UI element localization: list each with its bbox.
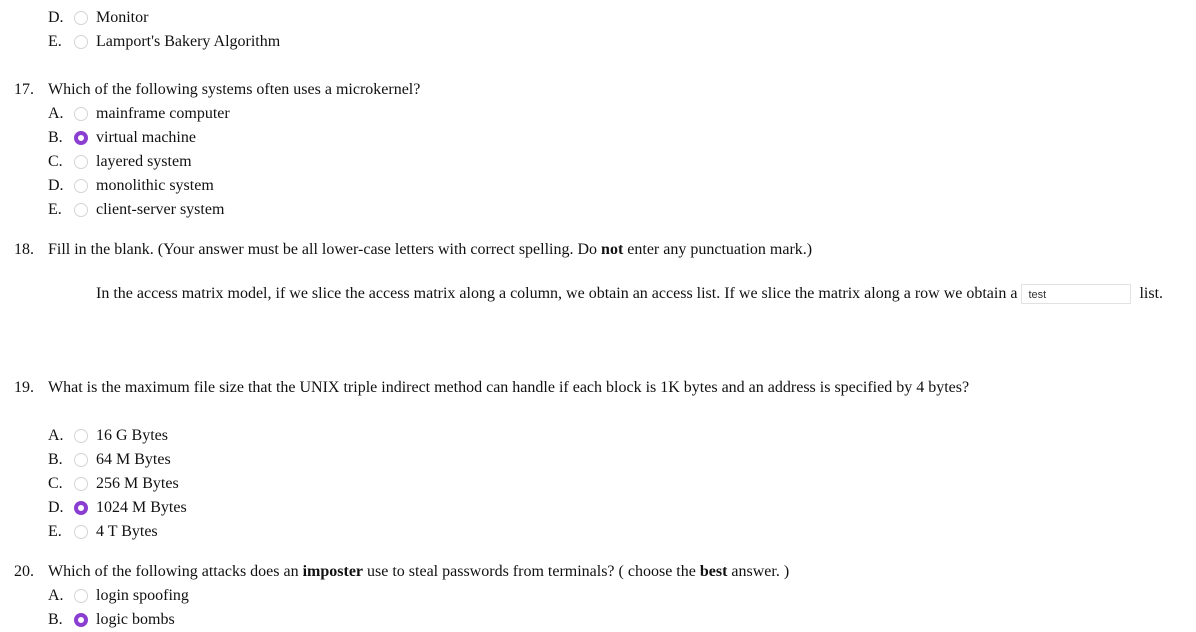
option-text: mainframe computer xyxy=(96,105,230,122)
answer-input[interactable]: test xyxy=(1021,284,1131,304)
option-text: 256 M Bytes xyxy=(96,475,179,492)
question-stem: What is the maximum file size that the UNIX triple indirect method can handle if each block is 1K bytes and an address is specified by 4 bytes? xyxy=(48,379,970,396)
option-letter: B. xyxy=(48,611,63,628)
stem-part: Fill in the blank. (Your answer must be all lower-case letters with correct spelling. Do xyxy=(48,241,602,258)
option-20-b[interactable] xyxy=(0,608,1196,632)
option-letter: B. xyxy=(48,129,63,146)
question-number: 17. xyxy=(14,81,34,98)
stem-part: Which of the following attacks does an xyxy=(48,563,303,580)
option-text: 64 M Bytes xyxy=(96,451,171,468)
option-text: login spoofing xyxy=(96,587,189,604)
sentence-part: list. xyxy=(1139,285,1164,302)
option-letter: E. xyxy=(48,33,62,50)
radio-button[interactable] xyxy=(74,179,88,193)
option-letter: E. xyxy=(48,201,62,218)
option-19-c[interactable] xyxy=(0,472,1196,496)
option-16-d[interactable] xyxy=(0,6,1196,30)
question-stem xyxy=(48,238,812,262)
radio-button[interactable] xyxy=(74,525,88,539)
option-19-a[interactable] xyxy=(0,424,1196,448)
stem-emphasis: not xyxy=(601,241,624,258)
option-letter: C. xyxy=(48,475,63,492)
option-letter: D. xyxy=(48,499,64,516)
option-letter: A. xyxy=(48,105,64,122)
option-17-e[interactable] xyxy=(0,198,1196,222)
option-letter: A. xyxy=(48,427,64,444)
option-letter: E. xyxy=(48,523,62,540)
option-text: Lamport's Bakery Algorithm xyxy=(96,33,281,50)
stem-part: use to steal passwords from terminals? ( choose the xyxy=(363,563,700,580)
option-text: client-server system xyxy=(96,201,225,218)
question-number: 18. xyxy=(14,241,34,258)
fill-in-sentence xyxy=(96,282,1186,306)
question-18 xyxy=(0,238,1196,302)
option-text: virtual machine xyxy=(96,129,196,146)
option-17-d[interactable] xyxy=(0,174,1196,198)
option-text: 16 G Bytes xyxy=(96,427,168,444)
option-letter: C. xyxy=(48,153,63,170)
stem-part: enter any punctuation mark.) xyxy=(623,241,813,258)
question-20 xyxy=(0,560,1196,632)
option-17-b[interactable] xyxy=(0,126,1196,150)
option-text: logic bombs xyxy=(96,611,175,628)
question-stem: Which of the following systems often uses a microkernel? xyxy=(48,81,421,98)
option-20-a[interactable] xyxy=(0,584,1196,608)
radio-button[interactable] xyxy=(74,453,88,467)
question-19 xyxy=(0,376,1196,544)
radio-button[interactable] xyxy=(74,203,88,217)
radio-button-selected[interactable] xyxy=(74,131,88,145)
question-number: 19. xyxy=(14,379,34,396)
radio-button[interactable] xyxy=(74,11,88,25)
radio-button[interactable] xyxy=(74,589,88,603)
option-text: 4 T Bytes xyxy=(96,523,158,540)
option-letter: D. xyxy=(48,9,64,26)
question-number: 20. xyxy=(14,563,34,580)
option-19-e[interactable] xyxy=(0,520,1196,544)
radio-button[interactable] xyxy=(74,107,88,121)
radio-button[interactable] xyxy=(74,35,88,49)
sentence-part: In the access matrix model, if we slice the access matrix along a column, we obtain an access list. If we slice the matrix along a row we obtain a xyxy=(96,285,1018,302)
question-17 xyxy=(0,78,1196,222)
radio-button-selected[interactable] xyxy=(74,613,88,627)
radio-button[interactable] xyxy=(74,429,88,443)
option-16-e[interactable] xyxy=(0,30,1196,54)
option-text: Monitor xyxy=(96,9,149,26)
option-text: 1024 M Bytes xyxy=(96,499,187,516)
radio-button[interactable] xyxy=(74,477,88,491)
option-17-a[interactable] xyxy=(0,102,1196,126)
option-19-d[interactable] xyxy=(0,496,1196,520)
radio-button[interactable] xyxy=(74,155,88,169)
radio-button-selected[interactable] xyxy=(74,501,88,515)
option-text: layered system xyxy=(96,153,192,170)
stem-emphasis: best xyxy=(699,563,728,580)
stem-emphasis: imposter xyxy=(302,563,364,580)
question-16-options xyxy=(0,6,1196,54)
option-letter: A. xyxy=(48,587,64,604)
option-letter: B. xyxy=(48,451,63,468)
option-19-b[interactable] xyxy=(0,448,1196,472)
option-letter: D. xyxy=(48,177,64,194)
stem-part: answer. ) xyxy=(727,563,790,580)
option-text: monolithic system xyxy=(96,177,214,194)
option-17-c[interactable] xyxy=(0,150,1196,174)
question-stem xyxy=(48,560,789,584)
